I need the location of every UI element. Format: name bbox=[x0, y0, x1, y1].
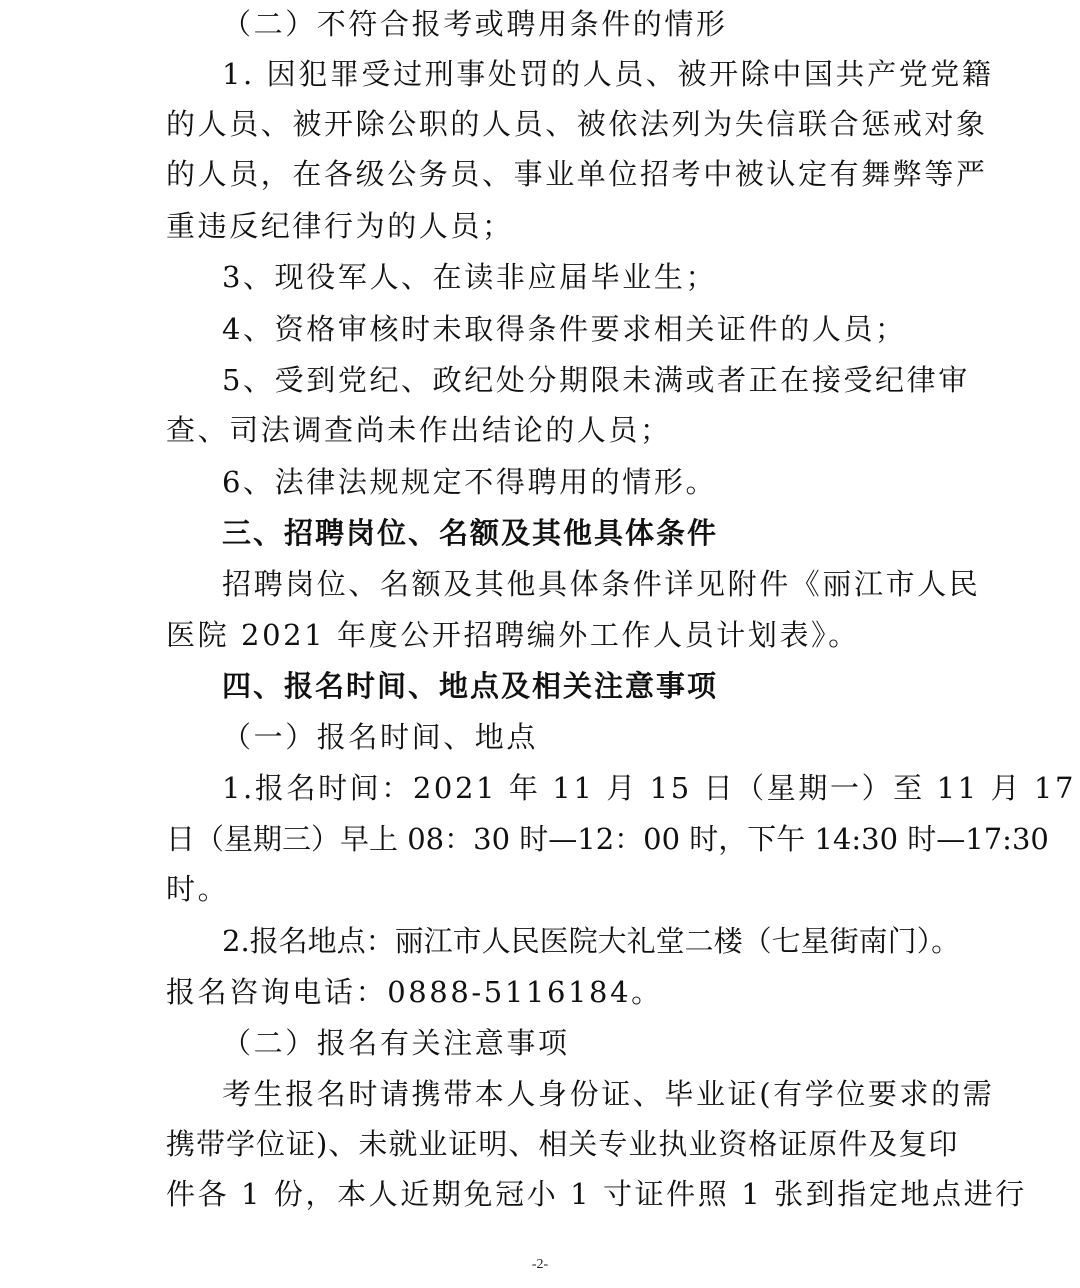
section-heading: 四、报名时间、地点及相关注意事项 bbox=[222, 669, 719, 703]
paragraph-line: 3、现役军人、在读非应届毕业生； bbox=[222, 260, 718, 294]
paragraph-line: 日（星期三）早上 08：30 时—12：00 时，下午 14:30 时—17:30 bbox=[166, 822, 1049, 856]
paragraph-line: 查、司法调查尚未作出结论的人员； bbox=[166, 413, 672, 447]
paragraph-line: 件各 1 份，本人近期免冠小 1 寸证件照 1 张到指定地点进行 bbox=[166, 1177, 1027, 1211]
paragraph-line: 5、受到党纪、政纪处分期限未满或者正在接受纪律审 bbox=[222, 363, 970, 397]
subsection-heading: （一）报名时间、地点 bbox=[222, 720, 539, 754]
paragraph-line: 医院 2021 年度公开招聘编外工作人员计划表》。 bbox=[166, 618, 860, 652]
paragraph-line: 重违反纪律行为的人员； bbox=[166, 209, 514, 243]
subsection-heading: （二）报名有关注意事项 bbox=[222, 1026, 570, 1060]
subsection-heading: （二）不符合报考或聘用条件的情形 bbox=[222, 7, 728, 41]
paragraph-line: 考生报名时请携带本人身份证、毕业证(有学位要求的需 bbox=[222, 1077, 995, 1111]
paragraph-line: 携带学位证)、未就业证明、相关专业执业资格证原件及复印 bbox=[166, 1127, 959, 1161]
paragraph-line: 时。 bbox=[166, 872, 230, 906]
paragraph-line: 6、法律法规规定不得聘用的情形。 bbox=[222, 465, 718, 499]
paragraph-line: 报名咨询电话：0888-5116184。 bbox=[166, 975, 663, 1009]
section-heading: 三、招聘岗位、名额及其他具体条件 bbox=[222, 516, 719, 550]
paragraph-line: 招聘岗位、名额及其他具体条件详见附件《丽江市人民 bbox=[222, 567, 981, 601]
paragraph-line: 1. 因犯罪受过刑事处罚的人员、被开除中国共产党党籍 bbox=[222, 57, 994, 91]
paragraph-line: 2.报名地点：丽江市人民医院大礼堂二楼（七星街南门）。 bbox=[222, 924, 961, 958]
paragraph-line: 1.报名时间：2021 年 11 月 15 日（星期一）至 11 月 17 bbox=[222, 771, 1077, 805]
paragraph-line: 的人员、被开除公职的人员、被依法列为失信联合惩戒对象 bbox=[166, 107, 988, 141]
paragraph-line: 4、资格审核时未取得条件要求相关证件的人员； bbox=[222, 312, 907, 346]
page-number: -2- bbox=[531, 1257, 549, 1272]
paragraph-line: 的人员，在各级公务员、事业单位招考中被认定有舞弊等严 bbox=[166, 157, 988, 191]
